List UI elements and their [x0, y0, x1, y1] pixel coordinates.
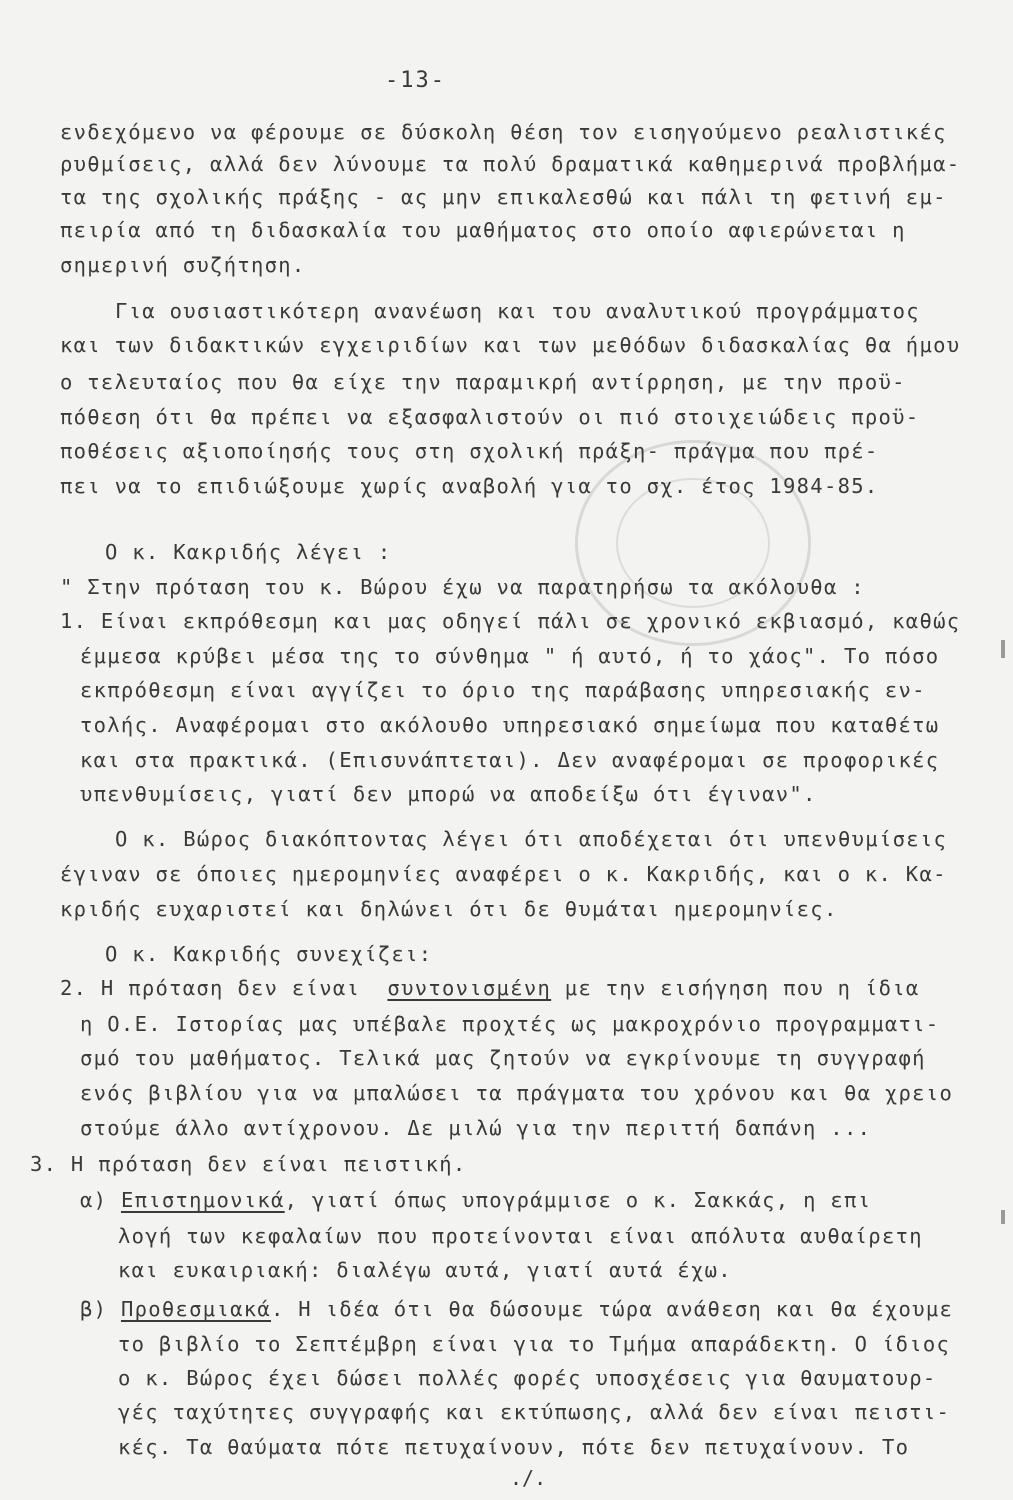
text-line: " Στην πρόταση του κ. Βώρου έχω να παρατηρήσω τα ακόλουθα :: [60, 575, 865, 599]
text-line: [60, 974, 920, 1002]
text-line: γές ταχύτητες συγγραφής και εκτύπωσης, αλλά δεν είναι πειστι-: [118, 1400, 951, 1424]
text-line: στούμε άλλο αντίχρονου. Δε μιλώ για την περιττή δαπάνη ...: [80, 1116, 872, 1140]
text-line: [80, 1186, 871, 1214]
text-line: σημερινή συζήτηση.: [60, 253, 306, 277]
text-line: Ο κ. Κακριδής συνεχίζει:: [105, 942, 433, 966]
text-line: 3. Η πρόταση δεν είναι πειστική.: [30, 1152, 467, 1176]
continuation-mark: ./.: [510, 1466, 547, 1490]
item-3a-underlined: Επιστημονικά: [120, 1188, 285, 1212]
text-line: σμό του μαθήματος. Τελικά μας ζητούν να εγκρίνουμε τη συγγραφή: [80, 1046, 926, 1070]
text-line: εκπρόθεσμη είναι αγγίζει το όριο της παράβασης υπηρεσιακής εν-: [80, 678, 926, 702]
margin-mark: [1001, 640, 1005, 658]
text-line: ποθέσεις αξιοποίησής τους στη σχολική πράξη- πράγμα που πρέ-: [60, 439, 879, 463]
item-2-underlined: συντονισμένη: [387, 976, 552, 1000]
item-2-rest: με την εισήγηση που η ίδια: [564, 976, 920, 1000]
text-line: Για ουσιαστικότερη ανανέωση και του αναλυτικού προγράμματος: [115, 299, 920, 323]
text-line: πόθεση ότι θα πρέπει να εξασφαλιστούν οι πιό στοιχειώδεις προϋ-: [60, 405, 920, 429]
text-line: τα της σχολικής πράξης - ας μην επικαλεσθώ και πάλι τη φετινή εμ-: [60, 185, 947, 209]
text-line: υπενθυμίσεις, γιατί δεν μπορώ να αποδείξω ότι έγιναν".: [80, 782, 817, 806]
text-line: και των διδακτικών εγχειριδίων και των μεθόδων διδασκαλίας θα ήμου: [60, 333, 961, 357]
text-line: έγιναν σε όποιες ημερομηνίες αναφέρει ο κ. Κακριδής, και ο κ. Κα-: [60, 862, 947, 886]
item-3b-rest: . Η ιδέα ότι θα δώσουμε τώρα ανάθεση και θα έχουμε: [271, 1297, 954, 1321]
text-line: και ευκαιριακή: διαλέγω αυτά, γιατί αυτά έχω.: [118, 1258, 732, 1282]
text-line: Ο κ. Κακριδής λέγει :: [105, 540, 392, 564]
item-2-prefix: 2. Η πρόταση δεν είναι: [60, 976, 361, 1000]
text-line: κριδής ευχαριστεί και δηλώνει ότι δε θυμάται ημερομηνίες.: [60, 897, 838, 921]
page-number: -13-: [385, 68, 446, 93]
text-line: ενός βιβλίου για να μπαλώσει τα πράγματα του χρόνου και θα χρειο: [80, 1081, 954, 1105]
text-line: κές. Τα θαύματα πότε πετυχαίνουν, πότε δεν πετυχαίνουν. Το: [118, 1435, 910, 1459]
text-line: έμμεσα κρύβει μέσα της το σύνθημα " ή αυτό, ή το χάος". Το πόσο: [80, 644, 940, 668]
text-line: η Ο.Ε. Ιστορίας μας υπέβαλε προχτές ως μακροχρόνιο προγραμματι-: [80, 1012, 940, 1036]
item-3b-underlined: Προθεσμιακά: [120, 1297, 272, 1321]
item-3a-prefix: α): [80, 1188, 108, 1212]
item-3a-rest: , γιατί όπως υπογράμμισε ο κ. Σακκάς, η επι: [284, 1188, 872, 1212]
text-line: λογή των κεφαλαίων που προτείνονται είναι απόλυτα αυθαίρετη: [118, 1224, 923, 1248]
text-line: 1. Είναι εκπρόθεσμη και μας οδηγεί πάλι σε χρονικό εκβιασμό, καθώς: [60, 609, 961, 633]
text-line: τολής. Αναφέρομαι στο ακόλουθο υπηρεσιακό σημείωμα που καταθέτω: [80, 713, 940, 737]
text-line: πει να το επιδιώξουμε χωρίς αναβολή για το σχ. έτος 1984-85.: [60, 474, 879, 498]
text-line: πειρία από τη διδασκαλία του μαθήματος στο οποίο αφιερώνεται η: [60, 218, 906, 242]
text-line: [80, 1295, 953, 1323]
text-line: ο τελευταίος που θα είχε την παραμικρή αντίρρηση, με την προϋ-: [60, 370, 906, 394]
item-3b-prefix: β): [80, 1297, 108, 1321]
text-line: Ο κ. Βώρος διακόπτοντας λέγει ότι αποδέχεται ότι υπενθυμίσεις: [115, 827, 948, 851]
text-line: ενδεχόμενο να φέρουμε σε δύσκολη θέση τον εισηγούμενο ρεαλιστικές: [60, 120, 947, 144]
text-line: ρυθμίσεις, αλλά δεν λύνουμε τα πολύ δραματικά καθημερινά προβλήμα-: [60, 152, 961, 176]
text-line: το βιβλίο το Σεπτέμβρη είναι για το Τμήμα απαράδεκτη. Ο ίδιος: [118, 1332, 951, 1356]
margin-mark: [1001, 1210, 1005, 1224]
text-line: και στα πρακτικά. (Επισυνάπτεται). Δεν αναφέρομαι σε προφορικές: [80, 748, 940, 772]
text-line: ο κ. Βώρος έχει δώσει πολλές φορές υποσχέσεις για θαυματουρ-: [118, 1366, 937, 1390]
